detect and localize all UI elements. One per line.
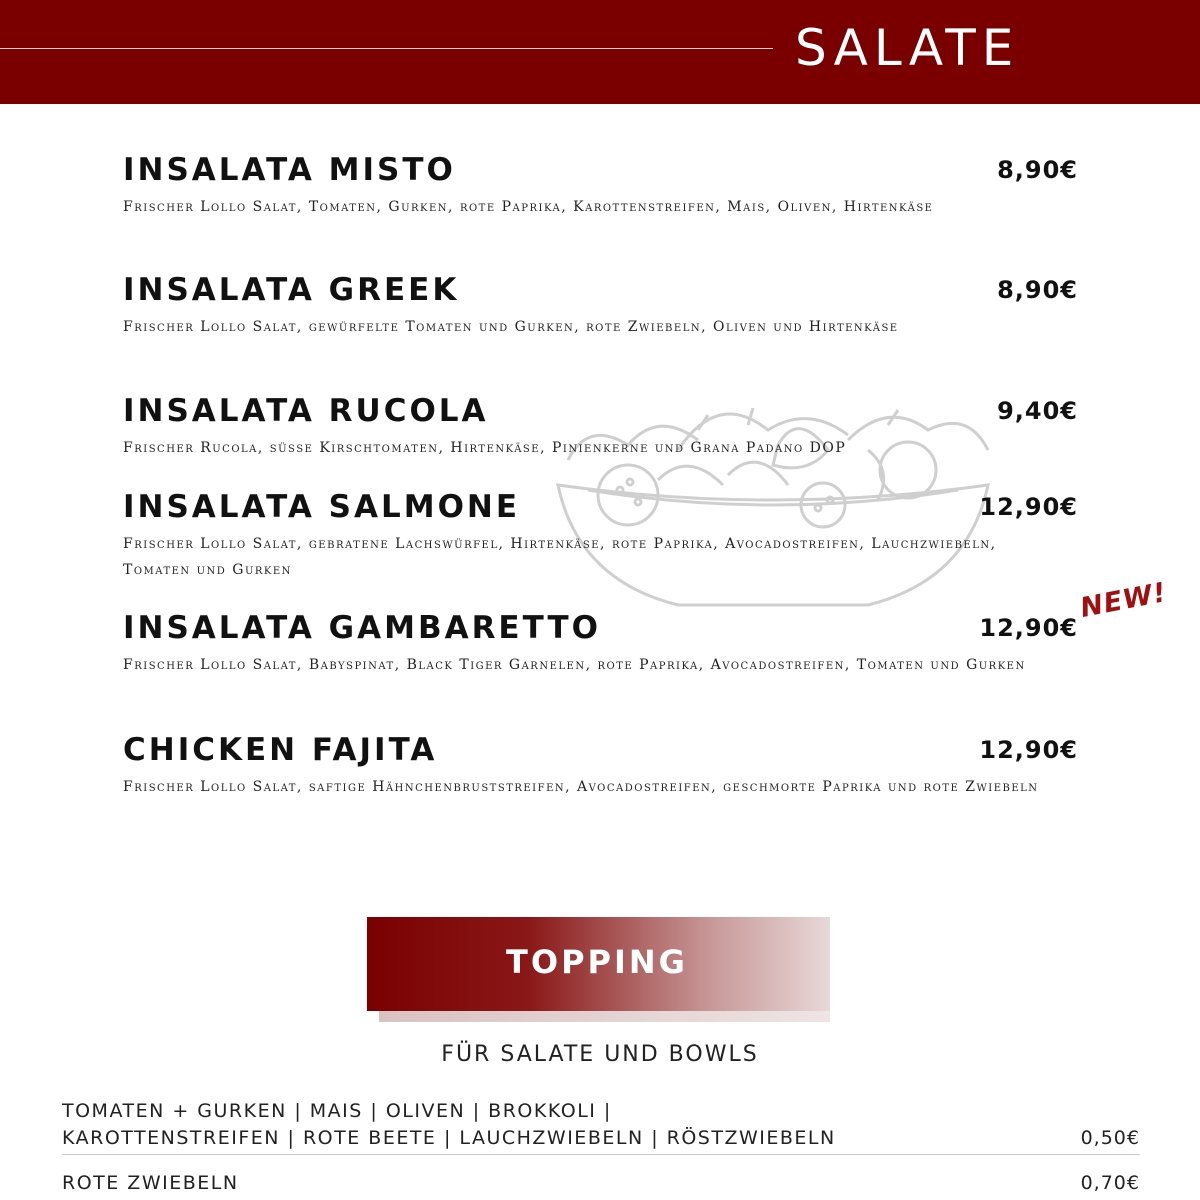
header-divider-line <box>0 48 773 49</box>
topping-row-text <box>62 1098 836 1152</box>
topping-row-price: 0,70€ <box>1080 1172 1140 1194</box>
menu-item <box>123 610 1078 710</box>
topping-row <box>62 1170 1140 1197</box>
topping-row <box>62 1098 1140 1152</box>
menu-item <box>123 393 1078 473</box>
menu-item-description: Frischer Lollo Salat, Babyspinat, Black Tiger Garnelen, rote Paprika, Avocadostreifen, Tomaten und Gurken <box>123 657 1026 673</box>
topping-row-line: KAROTTENSTREIFEN | ROTE BEETE | LAUCHZWIEBELN | RÖSTZWIEBELN <box>62 1127 836 1149</box>
menu-item-price: 12,90€ <box>979 614 1078 642</box>
topping-subtitle: FÜR SALATE UND BOWLS <box>441 1042 759 1067</box>
menu-item-description: Frischer Lollo Salat, gebratene Lachswürfel, Hirtenkäse, rote Paprika, Avocadostreifen, Lauchzwiebeln, Tomaten und Gurken <box>123 536 997 578</box>
topping-title: TOPPING <box>506 943 688 981</box>
menu-item-price: 12,90€ <box>979 493 1078 521</box>
menu-item <box>123 152 1078 252</box>
menu-item-description: Frischer Lollo Salat, gewürfelte Tomaten und Gurken, rote Zwiebeln, Oliven und Hirtenkäse <box>123 319 899 335</box>
topping-row-line: TOMATEN + GURKEN | MAIS | OLIVEN | BROKKOLI | <box>62 1100 612 1122</box>
menu-item <box>123 272 1078 372</box>
menu-item-price: 8,90€ <box>997 156 1078 184</box>
menu-item-price: 12,90€ <box>979 736 1078 764</box>
menu-item-name: INSALATA SALMONE <box>123 489 521 525</box>
menu-item-description: Frischer Lollo Salat, saftige Hähnchenbruststreifen, Avocadostreifen, geschmorte Paprika und rote Zwiebeln <box>123 779 1039 795</box>
menu-item-price: 9,40€ <box>997 397 1078 425</box>
new-badge: NEW! <box>1077 576 1170 625</box>
topping-row-price: 0,50€ <box>1080 1127 1140 1149</box>
menu-item <box>123 732 1078 832</box>
header-banner <box>0 0 1200 104</box>
menu-item-description: Frischer Rucola, süsse Kirschtomaten, Hirtenkäse, Pinienkerne und Grana Padano DOP <box>123 440 847 456</box>
menu-item <box>123 489 1078 589</box>
topping-divider <box>62 1154 1140 1155</box>
menu-item-name: INSALATA GREEK <box>123 272 460 308</box>
menu-item-description: Frischer Lollo Salat, Tomaten, Gurken, rote Paprika, Karottenstreifen, Mais, Oliven, Hirtenkäse <box>123 199 934 215</box>
menu-item-name: CHICKEN FAJITA <box>123 732 438 768</box>
page-title: SALATE <box>795 19 1020 77</box>
topping-row-text: ROTE ZWIEBELN <box>62 1172 239 1194</box>
menu-item-name: INSALATA RUCOLA <box>123 393 489 429</box>
menu-item-name: INSALATA GAMBARETTO <box>123 610 601 646</box>
menu-item-name: INSALATA MISTO <box>123 152 456 188</box>
menu-item-price: 8,90€ <box>997 276 1078 304</box>
